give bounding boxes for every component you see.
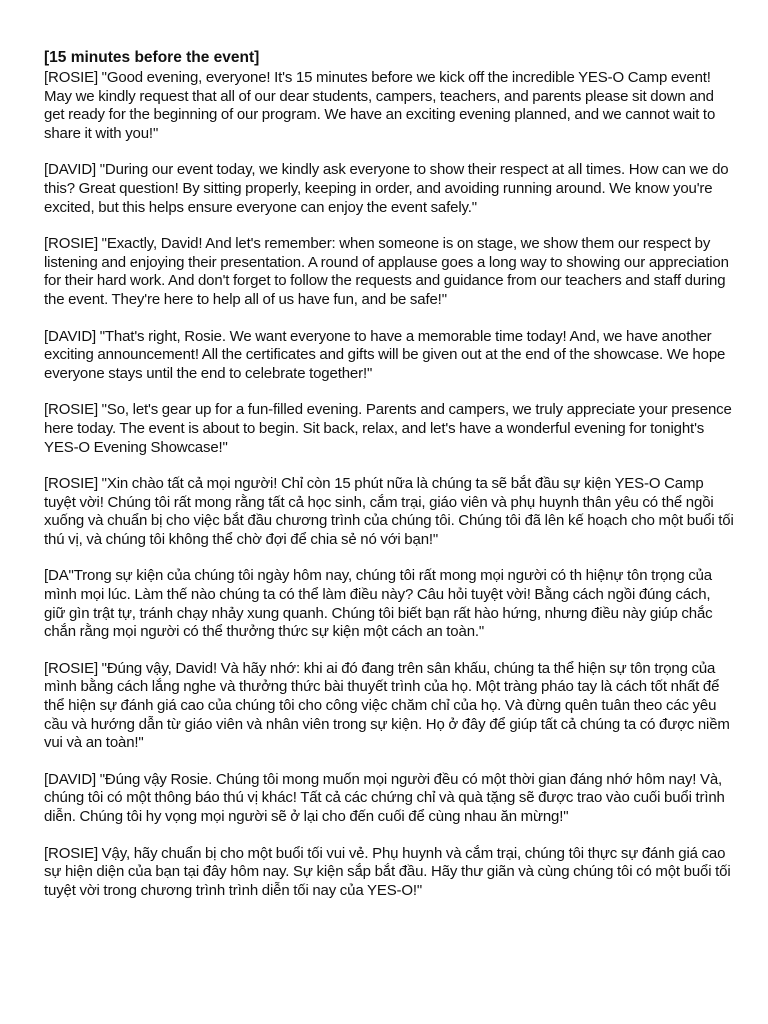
- paragraph-david-announcement: [DAVID] "That's right, Rosie. We want everyone to have a memorable time today! And, we have another exciting announcement! All the certificates and gifts will be given out at the end of the showcase. We hope everyone stays until the end to celebrate together!": [44, 327, 726, 382]
- section-heading: [15 minutes before the event]: [44, 49, 260, 66]
- paragraph-rosie-closing: [ROSIE] "So, let's gear up for a fun-filled evening. Parents and campers, we truly appreciate your presence here today. The event is about to begin. Sit back, relax, and let's have a wonderful evening for tonight's YES-O Evening Showcase!": [44, 401, 732, 456]
- document-page: [44, 48, 734, 918]
- paragraph-david-respect-vi: [DA"Trong sự kiện của chúng tôi ngày hôm nay, chúng tôi rất mong mọi người có th hiệnự tôn trọng của mình mọi lúc. Làm thế nào chúng ta có thể làm điều này? Câu hỏi tuyệt vời! Bằng cách ngồi đúng cách, giữ gìn trật tự, tránh chạy nhảy xung quanh. Chúng tôi biết bạn rất hào hứng, nhưng điều này giúp chắc chắn rằng mọi người có thể thưởng thức sự kiện một cách an toàn.": [44, 567, 713, 641]
- paragraph-rosie-closing-vi: [ROSIE] Vậy, hãy chuẩn bị cho một buổi tối vui vẻ. Phụ huynh và cắm trại, chúng tôi thực sự đánh giá cao sự hiện diện của bạn tại đây hôm nay. Sự kiện sắp bắt đầu. Hãy thư giãn và cùng chúng tôi có một buổi tối tuyệt vời trong chương trình trình diễn tối nay của YES-O!": [44, 844, 731, 899]
- paragraph-rosie-opening-vi: [ROSIE] "Xin chào tất cả mọi người! Chỉ còn 15 phút nữa là chúng ta sẽ bắt đầu sự kiện YES-O Camp tuyệt vời! Chúng tôi rất mong rằng tất cả học sinh, cắm trại, giáo viên và phụ huynh thân yêu có thể ngồi xuống và chuẩn bị cho việc bắt đầu chương trình của chúng tôi. Chúng tôi đã lên kế hoạch cho một buổi tối thú vị, và chúng tôi không thể chờ đợi để chia sẻ nó với bạn!": [44, 475, 734, 548]
- paragraph-rosie-stage-vi: [ROSIE] "Đúng vậy, David! Và hãy nhớ: khi ai đó đang trên sân khấu, chúng ta thể hiện sự tôn trọng của mình bằng cách lắng nghe và thưởng thức bài thuyết trình của họ. Một tràng pháo tay là cách tốt nhất để thể hiện sự đánh giá cao của chúng tôi cho công việc chăm chỉ của họ. Và đừng quên tuân theo các yêu cầu và hướng dẫn từ giáo viên và nhân viên trong sự kiện. Họ ở đây để giúp tất cả chúng ta có được niềm vui và an toàn!": [44, 659, 730, 752]
- paragraph-rosie-opening: [ROSIE] "Good evening, everyone! It's 15 minutes before we kick off the incredible YES-O Camp event! May we kindly request that all of our dear students, campers, teachers, and parents please sit down and get ready for the beginning of our program. We have an exciting evening planned, and we cannot wait to share it with you!": [44, 69, 716, 142]
- paragraph-david-respect: [DAVID] "During our event today, we kindly ask everyone to show their respect at all times. How can we do this? Great question! By sitting properly, keeping in order, and avoiding running around. We know you're excited, but this helps ensure everyone can enjoy the event safely.": [44, 161, 729, 216]
- paragraph-rosie-stage: [ROSIE] "Exactly, David! And let's remember: when someone is on stage, we show them our respect by listening and enjoying their presentation. A round of applause goes a long way to showing our appreciation for their hard work. And don't forget to follow the requests and guidance from our teachers and staff during the event. They're here to help all of us have fun, and be safe!": [44, 235, 729, 308]
- paragraph-david-announcement-vi: [DAVID] "Đúng vậy Rosie. Chúng tôi mong muốn mọi người đều có một thời gian đáng nhớ hôm nay! Và, chúng tôi có một thông báo thú vị khác! Tất cả các chứng chỉ và quà tặng sẽ được trao vào cuối buổi trình diễn. Chúng tôi hy vọng mọi người sẽ ở lại cho đến cuối để cùng nhau ăn mừng!": [44, 770, 725, 825]
